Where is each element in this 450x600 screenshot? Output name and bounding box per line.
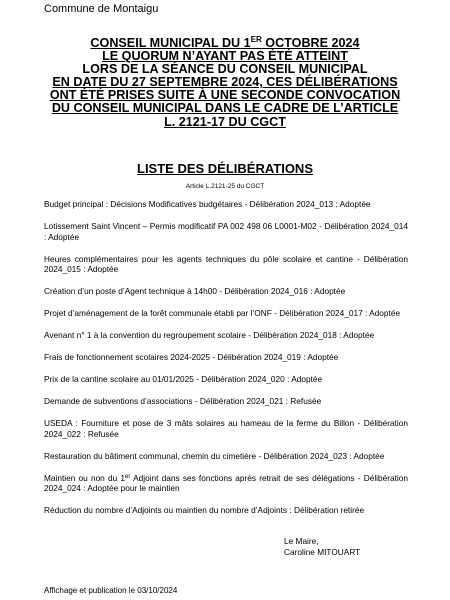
list-item: Avenant n° 1 à la convention du regroupement scolaire - Délibération 2024_018 : Adoptée [44, 330, 375, 340]
list-item: Budget principal : Décisions Modificatives budgétaires - Délibération 2024_013 : Adoptée [44, 199, 371, 209]
header-line-1: CONSEIL MUNICIPAL DU 1ER OCTOBRE 2024 [90, 35, 360, 50]
document-header [28, 37, 422, 129]
list-item: Création d’un poste d’Agent technique à 14h00 - Délibération 2024_016 : Adoptée [44, 286, 346, 296]
list-title: LISTE DES DÉLIBÉRATIONS [137, 161, 313, 176]
deliberations-list [44, 199, 408, 527]
list-item: Lotissement Saint Vincent – Permis modificatif PA 002 498 06 L0001-M02 - Délibération 2024_014 : Adoptée [44, 221, 408, 242]
list-item: Restauration du bâtiment communal, chemin du cimetière - Délibération 2024_023 : Adoptée [44, 450, 385, 461]
list-item: Projet d’aménagement de la forêt communale établi par l’ONF - Délibération 2024_017 : Adoptée [44, 308, 401, 318]
header-line-4: EN DATE DU 27 SEPTEMBRE 2024, CES DÉLIBÉRATIONS [52, 75, 398, 90]
signature-block [284, 536, 360, 557]
header-line-3: LORS DE LA SÉANCE DU CONSEIL MUNICIPAL [82, 62, 368, 77]
header-line-6: DU CONSEIL MUNICIPAL DANS LE CADRE DE L’ARTICLE [51, 101, 399, 116]
list-item: Heures complémentaires pour les agents techniques du pôle scolaire et cantine - Délibération 2024_015 : Adoptée [44, 253, 408, 274]
article-reference: Article L.2121-25 du CGCT [185, 183, 265, 190]
list-item: Réduction du nombre d’Adjoints ou maintien du nombre d’Adjoints : Délibération retirée [44, 505, 365, 515]
publication-footer: Affichage et publication le 03/10/2024 [44, 586, 178, 595]
header-line-2: LE QUORUM N’AYANT PAS ÉTÉ ATTEINT [102, 49, 348, 64]
signature-title: Le Maire, [284, 536, 319, 546]
signature-name: Caroline MITOUART [284, 546, 361, 557]
header-line-7: L. 2121-17 DU CGCT [164, 114, 286, 129]
list-item: Prix de la cantine scolaire au 01/01/2025 - Délibération 2024_020 : Adoptée [44, 374, 323, 384]
header-line-5: ONT ÉTÉ PRISES SUITE À UNE SECONDE CONVOCATION [49, 88, 401, 103]
list-item: USEDA : Fourniture et pose de 3 mâts solaires au hameau de la ferme du Billon - Délibération 2024_022 : Refusée [44, 418, 408, 439]
list-item: Maintien ou non du 1er Adjoint dans ses fonctions après retrait de ses délégations - Délibération 2024_024 : Adoptée pour le maintien [44, 472, 408, 493]
list-item: Frais de fonctionnement scolaires 2024-2025 - Délibération 2024_019 : Adoptée [44, 352, 339, 362]
list-item: Demande de subventions d’associations - Délibération 2024_021 : Refusée [44, 396, 322, 406]
commune-name: Commune de Montaigu [44, 3, 159, 15]
